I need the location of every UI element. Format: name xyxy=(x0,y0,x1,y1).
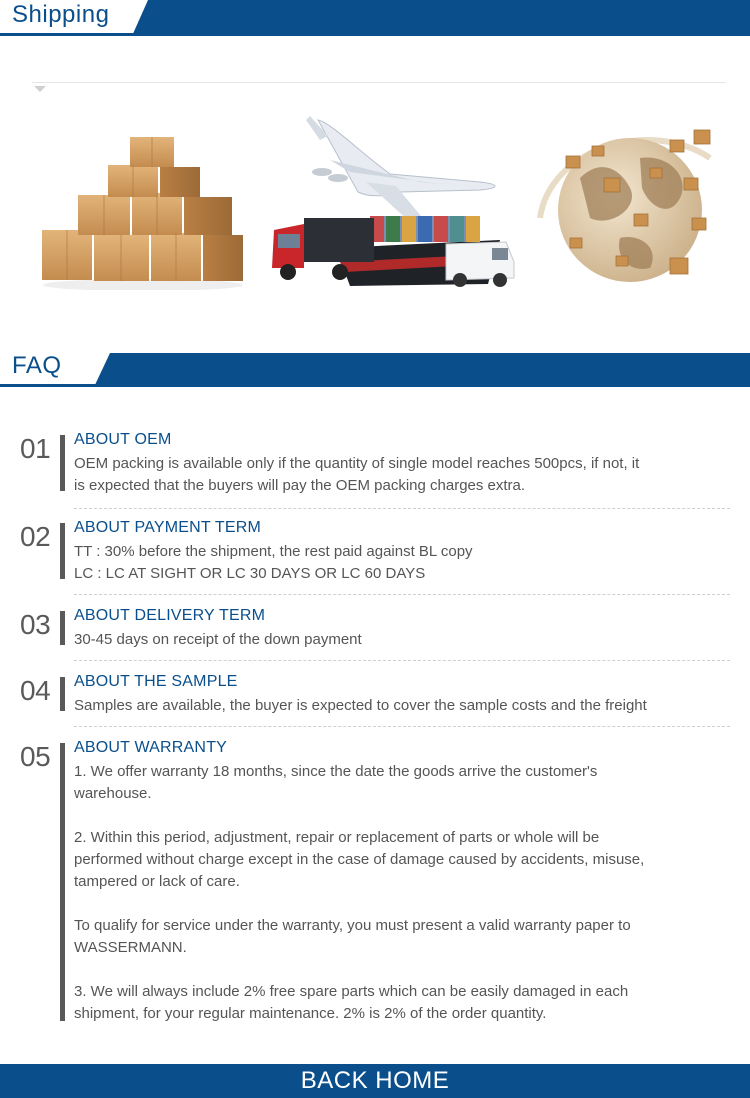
faq-separator xyxy=(74,594,730,595)
faq-number: 03 xyxy=(20,609,51,640)
header-band xyxy=(132,0,750,36)
faq-line: WASSERMANN. xyxy=(74,939,187,956)
faq-separator xyxy=(74,508,730,509)
faq-line: shipment, for your regular maintenance. 2% is 2% of the order quantity. xyxy=(74,1005,547,1022)
faq-accent-bar xyxy=(60,435,65,491)
faq-line: performed without charge except in the case of damage caused by accidents, misuse, xyxy=(74,851,645,868)
faq-title: FAQ xyxy=(12,352,62,379)
transport-image xyxy=(270,112,518,290)
header-underline xyxy=(0,384,750,387)
header-band xyxy=(94,353,750,387)
faq-item-body xyxy=(74,761,714,1025)
boxes-stack-image xyxy=(38,135,248,290)
paragraph-gap xyxy=(74,893,714,915)
faq-accent-bar xyxy=(60,611,65,645)
paragraph-gap xyxy=(74,959,714,981)
faq-accent-bar xyxy=(60,677,65,711)
faq-number: 05 xyxy=(20,741,51,772)
shipping-divider xyxy=(32,82,726,83)
faq-line: LC : LC AT SIGHT OR LC 30 DAYS OR LC 60 DAYS xyxy=(74,565,426,582)
divider-arrow-icon xyxy=(34,86,46,92)
faq-line: 1. We offer warranty 18 months, since the date the goods arrive the customer's xyxy=(74,763,598,780)
paragraph-gap xyxy=(74,805,714,827)
faq-line: Samples are available, the buyer is expected to cover the sample costs and the freight xyxy=(74,697,647,714)
faq-line: TT : 30% before the shipment, the rest paid against BL copy xyxy=(74,543,473,560)
faq-item-title: ABOUT PAYMENT TERM xyxy=(74,519,262,536)
faq-line: 2. Within this period, adjustment, repair or replacement of parts or whole will be xyxy=(74,829,600,846)
shipping-title: Shipping xyxy=(12,1,110,28)
faq-header xyxy=(0,353,750,387)
faq-item-title: ABOUT WARRANTY xyxy=(74,739,228,756)
faq-line: To qualify for service under the warranty, you must present a valid warranty paper to xyxy=(74,917,631,934)
shipping-header xyxy=(0,0,750,36)
faq-accent-bar xyxy=(60,743,65,1021)
faq-item-body xyxy=(74,541,714,585)
header-underline xyxy=(0,33,750,36)
faq-number: 01 xyxy=(20,433,51,464)
faq-line: 3. We will always include 2% free spare parts which can be easily damaged in each xyxy=(74,983,629,1000)
faq-separator xyxy=(74,726,730,727)
back-home-button[interactable]: BACK HOME xyxy=(0,1064,750,1098)
faq-item-body xyxy=(74,695,714,717)
faq-line: 30-45 days on receipt of the down payment xyxy=(74,631,362,648)
faq-line: tampered or lack of care. xyxy=(74,873,240,890)
faq-line: OEM packing is available only if the quantity of single model reaches 500pcs, if not, it xyxy=(74,455,640,472)
faq-item-title: ABOUT DELIVERY TERM xyxy=(74,607,266,624)
faq-number: 02 xyxy=(20,521,51,552)
faq-number: 04 xyxy=(20,675,51,706)
faq-accent-bar xyxy=(60,523,65,579)
faq-item-body xyxy=(74,453,714,497)
faq-item-title: ABOUT OEM xyxy=(74,431,172,448)
faq-item-body xyxy=(74,629,714,651)
faq-line: is expected that the buyers will pay the OEM packing charges extra. xyxy=(74,477,526,494)
faq-line: warehouse. xyxy=(74,785,152,802)
faq-separator xyxy=(74,660,730,661)
globe-boxes-image xyxy=(530,118,730,290)
faq-item-title: ABOUT THE SAMPLE xyxy=(74,673,238,690)
